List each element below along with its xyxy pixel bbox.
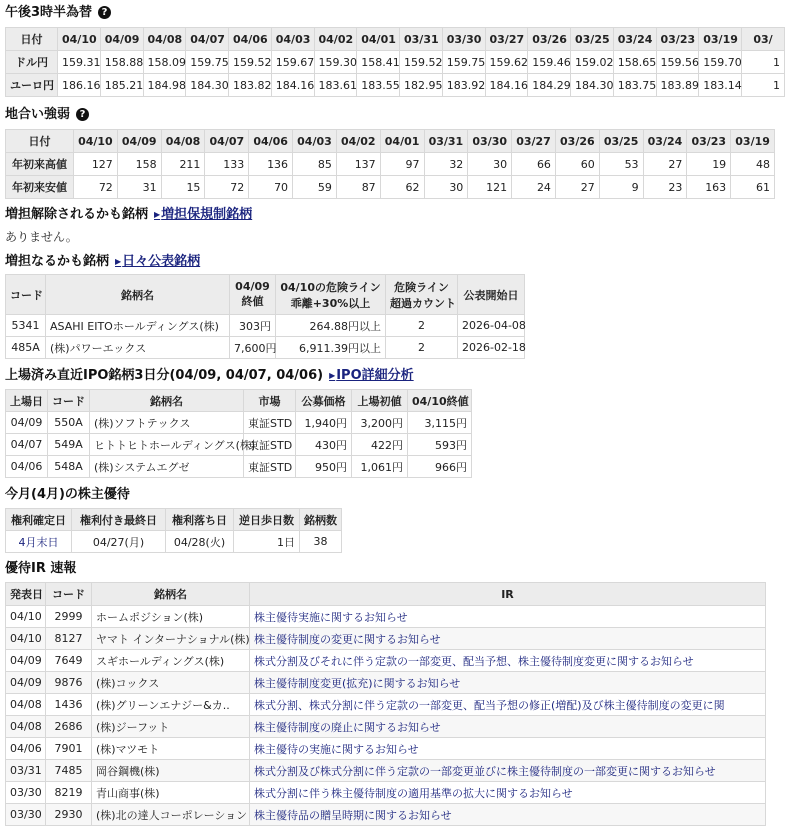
strength-date-col: 04/09 <box>117 130 161 153</box>
strength-count[interactable]: 53 <box>599 153 643 176</box>
fx-rate: 184.16 <box>271 74 314 97</box>
ipo-offer: 1,940円 <box>296 412 352 434</box>
table-row <box>6 760 766 782</box>
irnews-ir-cell <box>250 694 766 716</box>
strength-count[interactable]: 27 <box>555 176 599 199</box>
strength-count[interactable]: 121 <box>468 176 512 199</box>
fx-rate: 158.41 <box>357 51 400 74</box>
table-row <box>6 456 472 478</box>
irnews-ir-link[interactable]: 株主優待の実施に関するお知らせ <box>254 742 419 756</box>
irnews-code: 8219 <box>46 782 92 804</box>
ipo-header-row <box>6 390 472 412</box>
ipo-code-header: コード <box>48 390 90 412</box>
release-section-title <box>5 207 252 223</box>
fx-row-label: ドル円 <box>6 51 58 74</box>
ipo-table <box>5 389 472 478</box>
fx-date-header: 日付 <box>6 28 58 51</box>
ipo-close: 593円 <box>408 434 472 456</box>
fx-date-col: 04/08 <box>143 28 186 51</box>
ipo-link[interactable] <box>329 368 414 383</box>
irnews-ir-cell <box>250 716 766 738</box>
increase-line-header: 04/10の危険ライン 乖離+30%以上 <box>276 275 386 315</box>
strength-count[interactable]: 158 <box>117 153 161 176</box>
increase-name-header: 銘柄名 <box>46 275 230 315</box>
strength-count[interactable]: 61 <box>731 176 775 199</box>
triangle-right-icon: ▶ <box>329 371 336 380</box>
increase-count: 2 <box>386 315 458 337</box>
increase-link-label: 日々公表銘柄 <box>122 254 201 269</box>
irnews-name[interactable]: スギホールディングス(株) <box>92 650 250 672</box>
help-icon[interactable]: ? <box>76 108 89 121</box>
ipo-title: 上場済み直近IPO銘柄3日分(04/09, 04/07, 04/06) <box>5 368 324 383</box>
table-row <box>6 694 766 716</box>
increase-title: 増担なるかも銘柄 <box>5 254 110 269</box>
strength-date-col: 04/01 <box>380 130 424 153</box>
irnews-date: 04/10 <box>6 628 46 650</box>
fx-title: 午後3時半為替 <box>5 5 93 20</box>
fx-date-col: 03/19 <box>699 28 742 51</box>
ipo-market: 東証STD <box>244 412 296 434</box>
fx-date-col: 04/10 <box>58 28 101 51</box>
table-row <box>6 74 785 97</box>
irnews-ir-link[interactable]: 株式分割に伴う株主優待制度の適用基準の拡大に関するお知らせ <box>254 786 573 800</box>
fx-row-label: ユーロ円 <box>6 74 58 97</box>
irnews-date: 04/08 <box>6 694 46 716</box>
ipo-market-header: 市場 <box>244 390 296 412</box>
irnews-ir-cell <box>250 738 766 760</box>
fx-rate: 183.61 <box>314 74 357 97</box>
table-row <box>6 176 775 199</box>
strength-date-col: 03/23 <box>687 130 731 153</box>
fx-rate: 1 <box>742 51 785 74</box>
strength-date-col: 03/26 <box>555 130 599 153</box>
ipo-close: 3,115円 <box>408 412 472 434</box>
increase-header-row <box>6 275 525 315</box>
strength-count[interactable]: 30 <box>468 153 512 176</box>
increase-start-header: 公表開始日 <box>458 275 525 315</box>
table-row <box>6 738 766 760</box>
ipo-name[interactable]: (株)システムエグゼ <box>90 456 244 478</box>
irnews-ir-cell <box>250 804 766 826</box>
irnews-date: 04/06 <box>6 738 46 760</box>
strength-count[interactable]: 15 <box>161 176 205 199</box>
benefit-last-header: 権利付き最終日 <box>72 509 166 531</box>
ipo-date: 04/06 <box>6 456 48 478</box>
irnews-ir-cell <box>250 760 766 782</box>
strength-count[interactable]: 31 <box>117 176 161 199</box>
irnews-date: 04/09 <box>6 672 46 694</box>
strength-count[interactable]: 70 <box>249 176 293 199</box>
fx-rate: 159.52 <box>229 51 272 74</box>
ipo-first: 1,061円 <box>352 456 408 478</box>
irnews-ir-link[interactable]: 株主優待制度の廃止に関するお知らせ <box>254 720 441 734</box>
strength-count[interactable]: 59 <box>293 176 337 199</box>
irnews-code-header: コード <box>46 583 92 606</box>
fx-header-row <box>6 28 785 51</box>
table-row <box>6 650 766 672</box>
table-row <box>6 51 785 74</box>
irnews-ir-link[interactable]: 株式分割及び株式分割に伴う定款の一部変更並びに株主優待制度の一部変更に関するお知らせ <box>254 764 716 778</box>
increase-count: 2 <box>386 337 458 359</box>
irnews-date: 04/08 <box>6 716 46 738</box>
irnews-ir-header: IR <box>250 583 766 606</box>
strength-date-col: 04/10 <box>74 130 118 153</box>
strength-date-col: 03/30 <box>468 130 512 153</box>
release-link-label: 増担保規制銘柄 <box>161 207 253 222</box>
table-row <box>6 606 766 628</box>
ipo-code: 549A <box>48 434 90 456</box>
irnews-header-row <box>6 583 766 606</box>
fx-rate: 159.52 <box>400 51 443 74</box>
strength-date-col: 04/06 <box>249 130 293 153</box>
release-link[interactable] <box>154 207 252 222</box>
ipo-date-header: 上場日 <box>6 390 48 412</box>
increase-section-title <box>5 254 200 270</box>
strength-count[interactable]: 60 <box>555 153 599 176</box>
strength-count[interactable]: 66 <box>512 153 556 176</box>
benefit-days: 1日 <box>234 531 300 553</box>
strength-table <box>5 129 775 199</box>
increase-start: 2026-02-18 <box>458 337 525 359</box>
irnews-date: 03/30 <box>6 782 46 804</box>
ipo-name-header: 銘柄名 <box>90 390 244 412</box>
fx-rate: 159.75 <box>442 51 485 74</box>
increase-close: 303円 <box>230 315 276 337</box>
benefit-ex: 04/28(火) <box>166 531 234 553</box>
fx-date-col: 04/07 <box>186 28 229 51</box>
irnews-code: 1436 <box>46 694 92 716</box>
fx-date-col: 04/06 <box>229 28 272 51</box>
irnews-name[interactable]: 岡谷鋼機(株) <box>92 760 250 782</box>
strength-date-header: 日付 <box>6 130 74 153</box>
irnews-code: 7649 <box>46 650 92 672</box>
irnews-code: 7485 <box>46 760 92 782</box>
ipo-name[interactable]: ヒトトヒトホールディングス(株) <box>90 434 244 456</box>
irnews-ir-cell <box>250 672 766 694</box>
irnews-code: 2999 <box>46 606 92 628</box>
strength-count[interactable]: 19 <box>687 153 731 176</box>
fx-rate: 159.30 <box>314 51 357 74</box>
benefit-confirm-link[interactable] <box>6 531 72 553</box>
irnews-date-header: 発表日 <box>6 583 46 606</box>
irnews-date: 03/30 <box>6 804 46 826</box>
irnews-name[interactable]: (株)コックス <box>92 672 250 694</box>
fx-date-col: 03/24 <box>613 28 656 51</box>
irnews-ir-link[interactable]: 株主優待制度の変更に関するお知らせ <box>254 632 441 646</box>
benefit-header-row <box>6 509 342 531</box>
fx-date-col: 03/26 <box>528 28 571 51</box>
table-row <box>6 716 766 738</box>
irnews-ir-link[interactable]: 株主優待制度変更(拡充)に関するお知らせ <box>254 676 461 690</box>
fx-rate: 183.92 <box>442 74 485 97</box>
benefit-count: 38 <box>300 531 342 553</box>
strength-title: 地合い強弱 <box>5 107 71 122</box>
increase-code-header: コード <box>6 275 46 315</box>
ipo-name[interactable]: (株)ソフトテックス <box>90 412 244 434</box>
fx-date-col: 03/23 <box>656 28 699 51</box>
irnews-name[interactable]: ホームポジション(株) <box>92 606 250 628</box>
fx-rate: 183.75 <box>613 74 656 97</box>
increase-name[interactable]: ASAHI EITOホールディングス(株) <box>46 315 230 337</box>
strength-count[interactable]: 27 <box>643 153 687 176</box>
benefit-days-header: 逆日歩日数 <box>234 509 300 531</box>
table-row <box>6 434 472 456</box>
table-row <box>6 672 766 694</box>
help-icon[interactable]: ? <box>98 6 111 19</box>
fx-rate: 158.09 <box>143 51 186 74</box>
table-row <box>6 628 766 650</box>
fx-date-col: 04/02 <box>314 28 357 51</box>
increase-link[interactable] <box>115 254 200 269</box>
increase-name[interactable]: (株)パワーエックス <box>46 337 230 359</box>
irnews-title: 優待IR 速報 <box>5 561 77 576</box>
irnews-name[interactable]: (株)グリーンエナジー&カ.. <box>92 694 250 716</box>
fx-rate: 158.88 <box>100 51 143 74</box>
fx-rate: 159.46 <box>528 51 571 74</box>
irnews-name[interactable]: ヤマト インターナショナル(株) <box>92 628 250 650</box>
ipo-code: 550A <box>48 412 90 434</box>
fx-date-col: 04/03 <box>271 28 314 51</box>
strength-count[interactable]: 72 <box>74 176 118 199</box>
benefit-table <box>5 508 342 553</box>
benefit-ex-header: 権利落ち日 <box>166 509 234 531</box>
ipo-code: 548A <box>48 456 90 478</box>
ipo-first: 422円 <box>352 434 408 456</box>
fx-rate: 183.14 <box>699 74 742 97</box>
irnews-ir-link[interactable]: 株式分割及びそれに伴う定款の一部変更、配当予想、株主優待制度変更に関するお知らせ <box>254 654 694 668</box>
irnews-code: 7901 <box>46 738 92 760</box>
irnews-ir-link[interactable]: 株主優待実施に関するお知らせ <box>254 610 408 624</box>
fx-rate: 182.95 <box>400 74 443 97</box>
increase-table <box>5 274 525 359</box>
strength-count[interactable]: 133 <box>205 153 249 176</box>
benefit-title: 今月(4月)の株主優待 <box>5 487 130 502</box>
strength-header-row <box>6 130 775 153</box>
irnews-code: 9876 <box>46 672 92 694</box>
triangle-right-icon: ▶ <box>115 257 122 266</box>
strength-count[interactable]: 127 <box>74 153 118 176</box>
ipo-market: 東証STD <box>244 456 296 478</box>
irnews-ir-link[interactable]: 株式分割、株式分割に伴う定款の一部変更、配当予想の修正(増配)及び株主優待制度の変更に関 <box>254 698 725 712</box>
ipo-close: 966円 <box>408 456 472 478</box>
strength-count[interactable]: 62 <box>380 176 424 199</box>
table-row <box>6 804 766 826</box>
fx-rate: 184.30 <box>186 74 229 97</box>
benefit-count-header: 銘柄数 <box>300 509 342 531</box>
increase-close-header: 04/09 終値 <box>230 275 276 315</box>
strength-count[interactable]: 136 <box>249 153 293 176</box>
strength-date-col: 03/27 <box>512 130 556 153</box>
strength-count[interactable]: 87 <box>336 176 380 199</box>
ipo-section-title <box>5 368 414 384</box>
fx-date-col: 03/27 <box>485 28 528 51</box>
strength-count[interactable]: 32 <box>424 153 468 176</box>
strength-count[interactable]: 85 <box>293 153 337 176</box>
fx-rate: 185.21 <box>100 74 143 97</box>
increase-count-header: 危険ライン 超過カウント <box>386 275 458 315</box>
fx-rate: 159.31 <box>58 51 101 74</box>
ipo-offer: 950円 <box>296 456 352 478</box>
strength-date-col: 03/19 <box>731 130 775 153</box>
fx-rate: 183.82 <box>229 74 272 97</box>
increase-line: 6,911.39円以上 <box>276 337 386 359</box>
table-row <box>6 337 525 359</box>
fx-date-col: 03/25 <box>571 28 614 51</box>
strength-section-title <box>5 107 89 123</box>
fx-rate: 183.89 <box>656 74 699 97</box>
table-row <box>6 782 766 804</box>
fx-rate: 159.62 <box>485 51 528 74</box>
ipo-offer-header: 公募価格 <box>296 390 352 412</box>
benefit-confirm[interactable]: 4月末日 <box>18 535 59 549</box>
benefit-section-title <box>5 487 130 503</box>
fx-table <box>5 27 785 97</box>
strength-count[interactable]: 9 <box>599 176 643 199</box>
increase-start: 2026-04-08 <box>458 315 525 337</box>
release-empty-text: ありません。 <box>5 230 78 244</box>
fx-rate: 184.29 <box>528 74 571 97</box>
fx-rate: 184.98 <box>143 74 186 97</box>
fx-date-col: 04/01 <box>357 28 400 51</box>
increase-code: 485A <box>6 337 46 359</box>
ipo-link-label: IPO詳細分析 <box>336 368 414 383</box>
fx-section-title <box>5 5 111 21</box>
irnews-table <box>5 582 766 826</box>
irnews-ir-cell <box>250 650 766 672</box>
irnews-ir-cell <box>250 628 766 650</box>
fx-date-col: 03/30 <box>442 28 485 51</box>
table-row <box>6 531 342 553</box>
increase-code: 5341 <box>6 315 46 337</box>
fx-date-col: 03/31 <box>400 28 443 51</box>
strength-date-col: 04/02 <box>336 130 380 153</box>
strength-date-col: 04/08 <box>161 130 205 153</box>
fx-date-col: 03/ <box>742 28 785 51</box>
strength-count[interactable]: 48 <box>731 153 775 176</box>
strength-count[interactable]: 211 <box>161 153 205 176</box>
irnews-name-header: 銘柄名 <box>92 583 250 606</box>
irnews-name[interactable]: (株)北の達人コーポレーション <box>92 804 250 826</box>
strength-date-col: 03/24 <box>643 130 687 153</box>
strength-count[interactable]: 24 <box>512 176 556 199</box>
fx-rate: 159.70 <box>699 51 742 74</box>
table-row <box>6 153 775 176</box>
fx-rate: 159.02 <box>571 51 614 74</box>
strength-date-col: 04/03 <box>293 130 337 153</box>
benefit-confirm-header: 権利確定日 <box>6 509 72 531</box>
strength-count[interactable]: 23 <box>643 176 687 199</box>
fx-rate: 1 <box>742 74 785 97</box>
irnews-name[interactable]: 青山商事(株) <box>92 782 250 804</box>
irnews-code: 2930 <box>46 804 92 826</box>
irnews-date: 04/09 <box>6 650 46 672</box>
irnews-code: 8127 <box>46 628 92 650</box>
fx-rate: 183.55 <box>357 74 400 97</box>
fx-rate: 159.75 <box>186 51 229 74</box>
ipo-first: 3,200円 <box>352 412 408 434</box>
increase-close: 7,600円 <box>230 337 276 359</box>
strength-row-label: 年初来安値 <box>6 176 74 199</box>
ipo-close-header: 04/10終値 <box>408 390 472 412</box>
triangle-right-icon: ▶ <box>154 210 161 219</box>
ipo-date: 04/09 <box>6 412 48 434</box>
irnews-ir-link[interactable]: 株主優待品の贈呈時期に関するお知らせ <box>254 808 452 822</box>
table-row <box>6 315 525 337</box>
irnews-date: 03/31 <box>6 760 46 782</box>
ipo-first-header: 上場初値 <box>352 390 408 412</box>
irnews-date: 04/10 <box>6 606 46 628</box>
irnews-name[interactable]: (株)ジーフット <box>92 716 250 738</box>
strength-date-col: 04/07 <box>205 130 249 153</box>
irnews-ir-cell <box>250 782 766 804</box>
irnews-ir-cell <box>250 606 766 628</box>
irnews-code: 2686 <box>46 716 92 738</box>
strength-date-col: 03/25 <box>599 130 643 153</box>
strength-count[interactable]: 30 <box>424 176 468 199</box>
fx-rate: 186.16 <box>58 74 101 97</box>
fx-rate: 159.67 <box>271 51 314 74</box>
fx-rate: 184.30 <box>571 74 614 97</box>
strength-count[interactable]: 97 <box>380 153 424 176</box>
strength-row-label: 年初来高値 <box>6 153 74 176</box>
strength-count[interactable]: 137 <box>336 153 380 176</box>
fx-rate: 184.16 <box>485 74 528 97</box>
strength-count[interactable]: 72 <box>205 176 249 199</box>
release-title: 増担解除されるかも銘柄 <box>5 207 149 222</box>
table-row <box>6 412 472 434</box>
strength-date-col: 03/31 <box>424 130 468 153</box>
benefit-last: 04/27(月) <box>72 531 166 553</box>
ipo-date: 04/07 <box>6 434 48 456</box>
fx-rate: 159.56 <box>656 51 699 74</box>
strength-count[interactable]: 163 <box>687 176 731 199</box>
irnews-name[interactable]: (株)マツモト <box>92 738 250 760</box>
irnews-section-title <box>5 561 76 577</box>
fx-rate: 158.65 <box>613 51 656 74</box>
increase-line: 264.88円以上 <box>276 315 386 337</box>
ipo-market: 東証STD <box>244 434 296 456</box>
ipo-offer: 430円 <box>296 434 352 456</box>
fx-date-col: 04/09 <box>100 28 143 51</box>
